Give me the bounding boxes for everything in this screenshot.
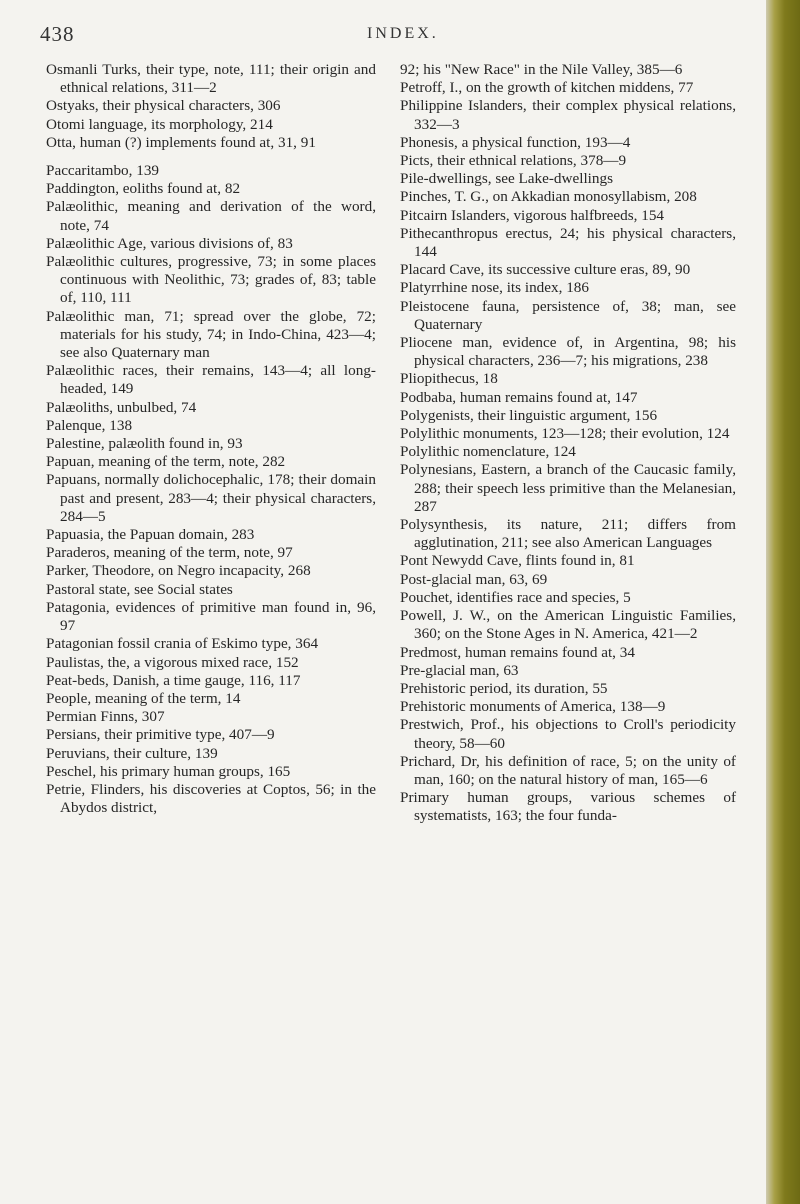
index-entry: Patagonian fossil crania of Eskimo type, 364 bbox=[46, 635, 319, 653]
index-entry: Pastoral state, see Social states bbox=[46, 580, 233, 598]
index-entry: Prestwich, Prof., his objections to Croll's periodicity theory, 58—60 bbox=[400, 716, 736, 752]
index-entry: Peruvians, their culture, 139 bbox=[46, 744, 218, 762]
index-entry: Papuans, normally dolichocephalic, 178; their domain past and present, 283—4; their physical characters, 284—5 bbox=[46, 471, 376, 525]
left-index-column bbox=[46, 61, 376, 817]
index-entry: Otta, human (?) implements found at, 31, 91 bbox=[46, 133, 316, 151]
index-entry: Otomi language, its morphology, 214 bbox=[46, 115, 273, 133]
index-entry: Platyrrhine nose, its index, 186 bbox=[400, 279, 589, 297]
index-entry: Philippine Islanders, their complex physical relations, 332—3 bbox=[400, 97, 736, 133]
index-entry: Polylithic nomenclature, 124 bbox=[400, 443, 576, 461]
index-entry: Pouchet, identifies race and species, 5 bbox=[400, 588, 631, 606]
index-entry: Predmost, human remains found at, 34 bbox=[400, 643, 635, 661]
running-title: INDEX. bbox=[367, 25, 439, 42]
index-entry: Pile-dwellings, see Lake-dwellings bbox=[400, 170, 613, 188]
index-entry: Podbaba, human remains found at, 147 bbox=[400, 388, 638, 406]
index-entry: Parker, Theodore, on Negro incapacity, 268 bbox=[46, 562, 311, 580]
index-entry: Placard Cave, its successive culture eras, 89, 90 bbox=[400, 261, 691, 279]
index-entry: People, meaning of the term, 14 bbox=[46, 689, 241, 707]
index-entry: Ostyaks, their physical characters, 306 bbox=[46, 97, 281, 115]
index-entry: Polylithic monuments, 123—128; their evolution, 124 bbox=[400, 425, 730, 443]
index-entry: Paulistas, the, a vigorous mixed race, 152 bbox=[46, 653, 299, 671]
index-entry: Palæolithic Age, various divisions of, 83 bbox=[46, 234, 293, 252]
index-entry: Pleistocene fauna, persistence of, 38; man, see Quaternary bbox=[400, 297, 736, 333]
index-entry: Powell, J. W., on the American Linguistic Families, 360; on the Stone Ages in N. America, 421—2 bbox=[400, 607, 736, 643]
index-entry: Palenque, 138 bbox=[46, 416, 133, 434]
index-entry: Pinches, T. G., on Akkadian monosyllabism, 208 bbox=[400, 188, 697, 206]
index-entry: Petroff, I., on the growth of kitchen middens, 77 bbox=[400, 79, 694, 97]
index-entry: Pliocene man, evidence of, in Argentina, 98; his physical characters, 236—7; his migrations, 238 bbox=[400, 334, 736, 370]
index-entry: Paccaritambo, 139 bbox=[46, 162, 160, 180]
index-entry: Palestine, palæolith found in, 93 bbox=[46, 435, 243, 453]
index-entry: Permian Finns, 307 bbox=[46, 708, 165, 726]
index-entry: Papuan, meaning of the term, note, 282 bbox=[46, 453, 286, 471]
index-entry: Persians, their primitive type, 407—9 bbox=[46, 726, 275, 744]
index-entry: Paraderos, meaning of the term, note, 97 bbox=[46, 544, 293, 562]
index-entry: Patagonia, evidences of primitive man found in, 96, 97 bbox=[46, 598, 376, 635]
book-page-edge bbox=[766, 0, 800, 1204]
index-entry: Prehistoric monuments of America, 138—9 bbox=[400, 698, 666, 716]
index-entry: Picts, their ethnical relations, 378—9 bbox=[400, 152, 627, 170]
index-entry: Pithecanthropus erectus, 24; his physical characters, 144 bbox=[400, 224, 736, 261]
index-entry: Polygenists, their linguistic argument, 156 bbox=[400, 406, 658, 424]
index-entry: Polynesians, Eastern, a branch of the Caucasic family, 288; their speech less primitive than the Melanesian, 287 bbox=[400, 461, 736, 515]
index-entry: Pitcairn Islanders, vigorous halfbreeds, 154 bbox=[400, 206, 665, 224]
index-entry: Prichard, Dr, his definition of race, 5; on the unity of man, 160; on the natural history of man, 165—6 bbox=[400, 752, 736, 788]
index-entry: Palæolithic cultures, progressive, 73; in some places continuous with Neolithic, 73; grades of, 83; table of, 110, 111 bbox=[46, 253, 376, 307]
index-entry: Palæolithic man, 71; spread over the globe, 72; materials for his study, 74; in Indo-China, 423—4; see also Quaternary man bbox=[46, 307, 376, 362]
index-entry: Polysynthesis, its nature, 211; differs from agglutination, 211; see also American Languages bbox=[400, 516, 736, 552]
index-entry: Pont Newydd Cave, flints found in, 81 bbox=[400, 552, 635, 570]
index-entry: 92; his "New Race" in the Nile Valley, 385—6 bbox=[400, 61, 683, 78]
index-entry: Osmanli Turks, their type, note, 111; their origin and ethnical relations, 311—2 bbox=[46, 61, 376, 97]
index-entry: Paddington, eoliths found at, 82 bbox=[46, 180, 241, 198]
index-entry: Peat-beds, Danish, a time gauge, 116, 117 bbox=[46, 671, 301, 689]
right-index-column bbox=[400, 61, 736, 826]
index-entry: Palæoliths, unbulbed, 74 bbox=[46, 398, 197, 416]
index-entry: Petrie, Flinders, his discoveries at Coptos, 56; in the Abydos district, bbox=[46, 780, 376, 817]
index-entry: Prehistoric period, its duration, 55 bbox=[400, 679, 608, 697]
index-entry: Pliopithecus, 18 bbox=[400, 370, 498, 388]
page-number: 438 bbox=[40, 22, 75, 46]
index-entry: Post-glacial man, 63, 69 bbox=[400, 570, 548, 588]
index-entry: Papuasia, the Papuan domain, 283 bbox=[46, 526, 255, 544]
index-entry: Palæolithic, meaning and derivation of the word, note, 74 bbox=[46, 198, 376, 234]
index-entry: Primary human groups, various schemes of systematists, 163; the four funda- bbox=[400, 789, 736, 825]
index-entry: Peschel, his primary human groups, 165 bbox=[46, 762, 291, 780]
index-entry: Palæolithic races, their remains, 143—4; all long-headed, 149 bbox=[46, 362, 376, 398]
index-entry: Pre-glacial man, 63 bbox=[400, 661, 519, 679]
index-entry: Phonesis, a physical function, 193—4 bbox=[400, 133, 631, 151]
